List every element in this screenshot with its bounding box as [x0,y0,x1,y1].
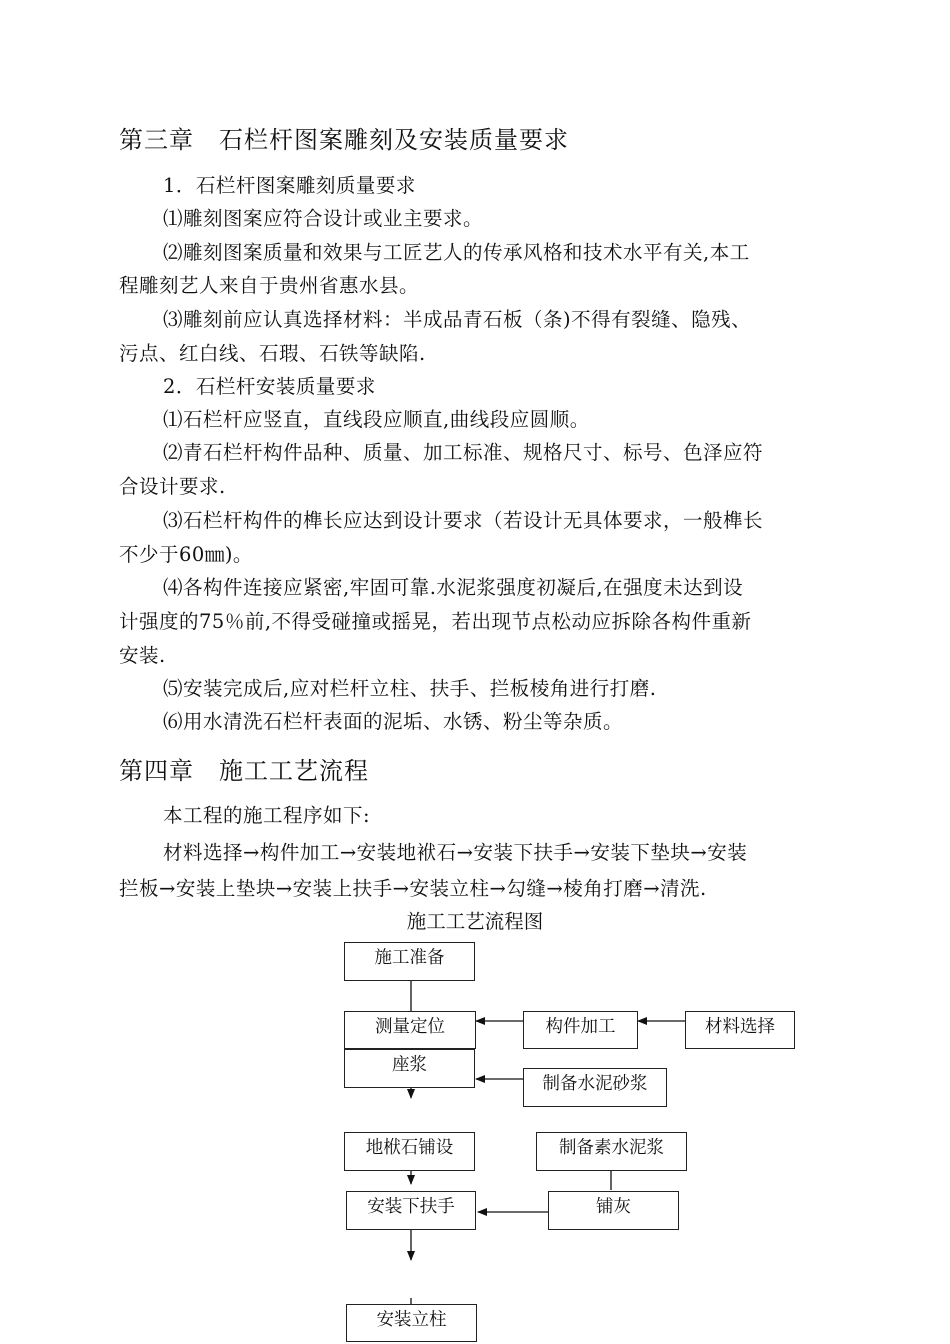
flow-box-prepare-cement-mortar: 制备水泥砂浆 [523,1068,667,1107]
paragraph: ⑵青石栏杆构件品种、质量、加工标准、规格尺寸、标号、色泽应符 [163,441,764,464]
flow-box-material-selection: 材料选择 [685,1011,795,1049]
paragraph: ⑵雕刻图案质量和效果与工匠艺人的传承风格和技术水平有关,本工 [163,241,750,264]
section-heading: 2．石栏杆安装质量要求 [163,375,376,398]
flow-box-prepare-neat-cement-paste: 制备素水泥浆 [536,1132,687,1171]
paragraph: 本工程的施工程序如下: [163,804,371,827]
chapter-4-title: 第四章 施工工艺流程 [119,757,369,785]
paragraph: ⑶石栏杆构件的榫长应达到设计要求（若设计无具体要求，一般榫长 [163,509,764,532]
paragraph-continued: 安装. [119,644,166,667]
paragraph-continued: 程雕刻艺人来自于贵州省惠水县。 [119,274,420,297]
paragraph-continued: 不少于60㎜)。 [119,543,253,566]
paragraph-continued: 合设计要求. [119,475,226,498]
flow-box-ground-sill-laying: 地栿石铺设 [344,1132,475,1171]
chapter-3-title: 第三章 石栏杆图案雕刻及安装质量要求 [119,126,569,154]
flow-box-survey-positioning: 测量定位 [344,1011,476,1049]
paragraph: ⑷各构件连接应紧密,牢固可靠.水泥浆强度初凝后,在强度未达到设 [163,576,744,599]
paragraph: ⑹用水清洗石栏杆表面的泥垢、水锈、粉尘等杂质。 [163,710,624,733]
paragraph-continued: 污点、红白线、石瑕、石铁等缺陷. [119,342,426,365]
flow-box-component-processing: 构件加工 [523,1011,638,1049]
paragraph: ⑶雕刻前应认真选择材料：半成品青石板（条)不得有裂缝、隐残、 [163,308,752,331]
paragraph-continued: 计强度的75％前,不得受碰撞或摇晃，若出现节点松动应拆除各构件重新 [119,610,752,633]
paragraph-continued: 拦板→安装上垫块→安装上扶手→安装立柱→勾缝→棱角打磨→清洗. [119,877,707,900]
paragraph: 材料选择→构件加工→安装地袱石→安装下扶手→安装下垫块→安装 [163,841,748,864]
paragraph: ⑴雕刻图案应符合设计或业主要求。 [163,207,484,230]
paragraph: ⑸安装完成后,应对栏杆立柱、扶手、拦板棱角进行打磨. [163,677,657,700]
flow-box-install-posts: 安装立柱 [346,1304,477,1342]
flow-box-install-lower-handrail: 安装下扶手 [346,1191,476,1230]
flow-box-mortar-bedding: 座浆 [344,1049,475,1088]
flow-box-spread-mortar: 铺灰 [548,1191,679,1230]
flowchart-caption: 施工工艺流程图 [406,910,544,933]
paragraph: ⑴石栏杆应竖直，直线段应顺直,曲线段应圆顺。 [163,408,590,431]
section-heading: 1．石栏杆图案雕刻质量要求 [163,174,416,197]
flow-box-construction-prep: 施工准备 [344,942,475,981]
